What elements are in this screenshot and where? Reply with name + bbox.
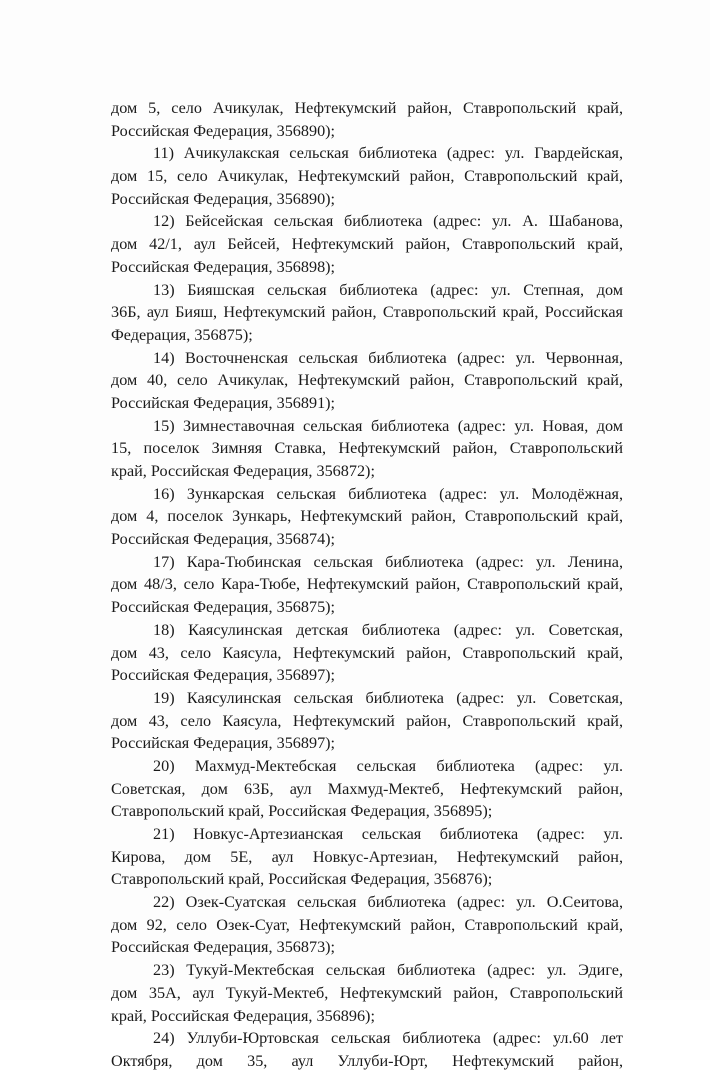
text-line: 12) Бейсейская сельская библиотека (адрес: ул. А. Шабанова, — [153, 212, 623, 231]
text-line: Российская Федерация, 356897); — [111, 734, 336, 753]
text-line: 18) Каясулинская детская библиотека (адрес: ул. Советская, — [153, 620, 623, 639]
text-line: Российская Федерация, 356891); — [111, 393, 336, 412]
text-line: дом 48/3, село Кара-Тюбе, Нефтекумский район, Ставропольский край, — [111, 575, 623, 594]
text-line: дом 43, село Каясула, Нефтекумский район, Ставропольский край, — [111, 643, 623, 662]
text-line: Кирова, дом 5Е, аул Новкус-Артезиан, Нефтекумский район, — [111, 847, 623, 866]
text-line: 14) Восточненская сельская библиотека (адрес: ул. Червонная, — [153, 348, 623, 367]
text-line: Российская Федерация, 356875); — [111, 598, 336, 617]
text-line: Российская Федерация, 356890); — [111, 189, 336, 208]
text-line: дом 35А, аул Тукуй-Мектеб, Нефтекумский район, Ставропольский — [111, 983, 623, 1002]
text-line: Октября, дом 35, аул Уллуби-Юрт, Нефтекумский район, — [111, 1051, 623, 1070]
text-line: 23) Тукуй-Мектебская сельская библиотека (адрес: ул. Эдиге, — [153, 961, 623, 980]
text-line: 15, поселок Зимняя Ставка, Нефтекумский район, Ставропольский — [111, 439, 623, 458]
text-line: Федерация, 356875); — [111, 325, 253, 344]
text-line: дом 42/1, аул Бейсей, Нефтекумский район, Ставропольский край, — [111, 235, 623, 254]
text-line: край, Российская Федерация, 356872); — [111, 462, 375, 480]
text-line: 15) Зимнеставочная сельская библиотека (адрес: ул. Новая, дом — [153, 416, 623, 435]
text-line: Российская Федерация, 356897); — [111, 666, 336, 685]
text-line: Российская Федерация, 356873); — [111, 938, 336, 957]
text-line: 11) Ачикулакская сельская библиотека (адрес: ул. Гвардейская, — [153, 144, 623, 163]
text-line: 22) Озек-Суатская сельская библиотека (адрес: ул. О.Сеитова, — [153, 893, 623, 912]
text-line: край, Российская Федерация, 356896); — [111, 1006, 375, 1025]
text-line: 36Б, аул Бияш, Нефтекумский район, Ставропольский край, Российская — [111, 303, 623, 322]
text-line: Российская Федерация, 356874); — [111, 530, 336, 549]
text-line: 24) Уллуби-Юртовская сельская библиотека (адрес: ул.60 лет — [153, 1029, 623, 1048]
text-line: Ставропольский край, Российская Федерация, 356895); — [111, 802, 493, 821]
text-line: 19) Каясулинская сельская библиотека (адрес: ул. Советская, — [153, 688, 623, 707]
text-line: Советская, дом 63Б, аул Махмуд-Мектеб, Нефтекумский район, — [111, 779, 623, 798]
text-line: дом 92, село Озек-Суат, Нефтекумский район, Ставропольский край, — [111, 915, 623, 934]
text-line: дом 15, село Ачикулак, Нефтекумский район, Ставропольский край, — [111, 167, 623, 186]
text-line: дом 5, село Ачикулак, Нефтекумский район, Ставропольский край, — [111, 99, 623, 117]
text-line: дом 4, поселок Зункарь, Нефтекумский район, Ставропольский край, — [111, 507, 623, 526]
text-line: дом 40, село Ачикулак, Нефтекумский район, Ставропольский край, — [111, 371, 623, 390]
text-line: Российская Федерация, 356890); — [111, 121, 336, 140]
text-line: Ставропольский край, Российская Федерация, 356876); — [111, 870, 493, 889]
text-line: 20) Махмуд-Мектебская сельская библиотека (адрес: ул. — [153, 756, 623, 775]
text-line: 17) Кара-Тюбинская сельская библиотека (адрес: ул. Ленина, — [153, 552, 623, 571]
document-body — [111, 97, 623, 1073]
text-line: дом 43, село Каясула, Нефтекумский район, Ставропольский край, — [111, 711, 623, 730]
text-line: 16) Зункарская сельская библиотека (адрес: ул. Молодёжная, — [153, 484, 623, 503]
text-line: Российская Федерация, 356898); — [111, 257, 336, 276]
text-line: 21) Новкус-Артезианская сельская библиотека (адрес: ул. — [153, 825, 623, 843]
text-line: 13) Бияшская сельская библиотека (адрес: ул. Степная, дом — [153, 280, 623, 299]
